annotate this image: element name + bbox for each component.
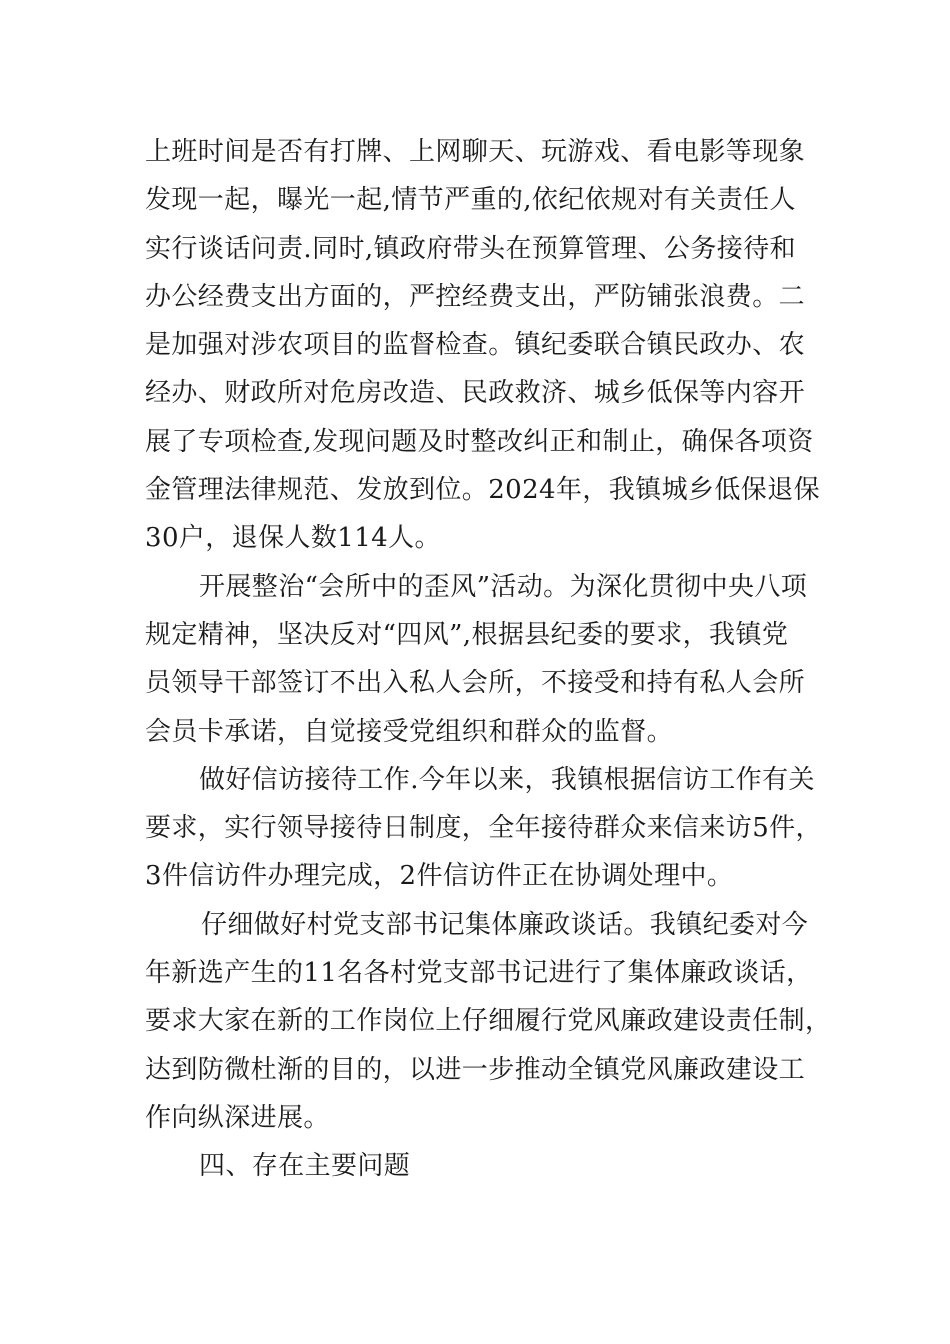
text-line: 经办、财政所对危房改造、民政救济、城乡低保等内容开	[145, 378, 806, 409]
text-line: 发现一起，曝光一起,情节严重的,依纪依规对有关责任人	[145, 185, 796, 216]
text-line: 做好信访接待工作.今年以来，我镇根据信访工作有关	[199, 764, 815, 795]
text-line: 办公经费支出方面的，严控经费支出，严防铺张浪费。二	[145, 281, 806, 312]
text-line: 3件信访件办理完成，2件信访件正在协调处理中。	[145, 861, 734, 892]
text-line: 金管理法律规范、发放到位。2024年，我镇城乡低保退保	[145, 475, 820, 506]
text-line: 达到防微杜渐的目的，以进一步推动全镇党风廉政建设工	[145, 1054, 806, 1085]
text-line: 要求大家在新的工作岗位上仔细履行党风廉政建设责任制，	[145, 1006, 832, 1037]
text-line: 实行谈话问责.同时,镇政府带头在预算管理、公务接待和	[145, 233, 796, 264]
paragraph-p2	[145, 563, 825, 756]
text-line: 展了专项检查,发现问题及时整改纠正和制止，确保各项资	[145, 426, 814, 457]
text-line: 会员卡承诺，自觉接受党组织和群众的监督。	[145, 716, 674, 747]
heading-line: 四、存在主要问题	[199, 1151, 411, 1182]
text-line: 30户，退保人数114人。	[145, 523, 441, 554]
text-line: 年新选产生的11名各村党支部书记进行了集体廉政谈话，	[145, 958, 813, 989]
document-body	[145, 128, 832, 1191]
text-line: 规定精神，坚决反对“四风”,根据县纪委的要求，我镇党	[145, 619, 789, 650]
text-line: 是加强对涉农项目的监督检查。镇纪委联合镇民政办、农	[145, 330, 806, 361]
text-line: 开展整治“会所中的歪风”活动。为深化贯彻中央八项	[199, 571, 808, 602]
paragraph-p4	[145, 901, 832, 1142]
section-heading	[145, 1142, 825, 1190]
text-line: 要求，实行领导接待日制度，全年接待群众来信来访5件，	[145, 813, 822, 844]
paragraph-p1	[145, 128, 825, 563]
text-line: 作向纵深进展。	[145, 1102, 330, 1133]
text-line: 上班时间是否有打牌、上网聊天、玩游戏、看电影等现象	[145, 137, 806, 167]
text-line: 员领导干部签订不出入私人会所，不接受和持有私人会所	[145, 668, 806, 699]
text-line: 仔细做好村党支部书记集体廉政谈话。我镇纪委对今	[201, 909, 809, 940]
paragraph-p3	[145, 756, 825, 901]
